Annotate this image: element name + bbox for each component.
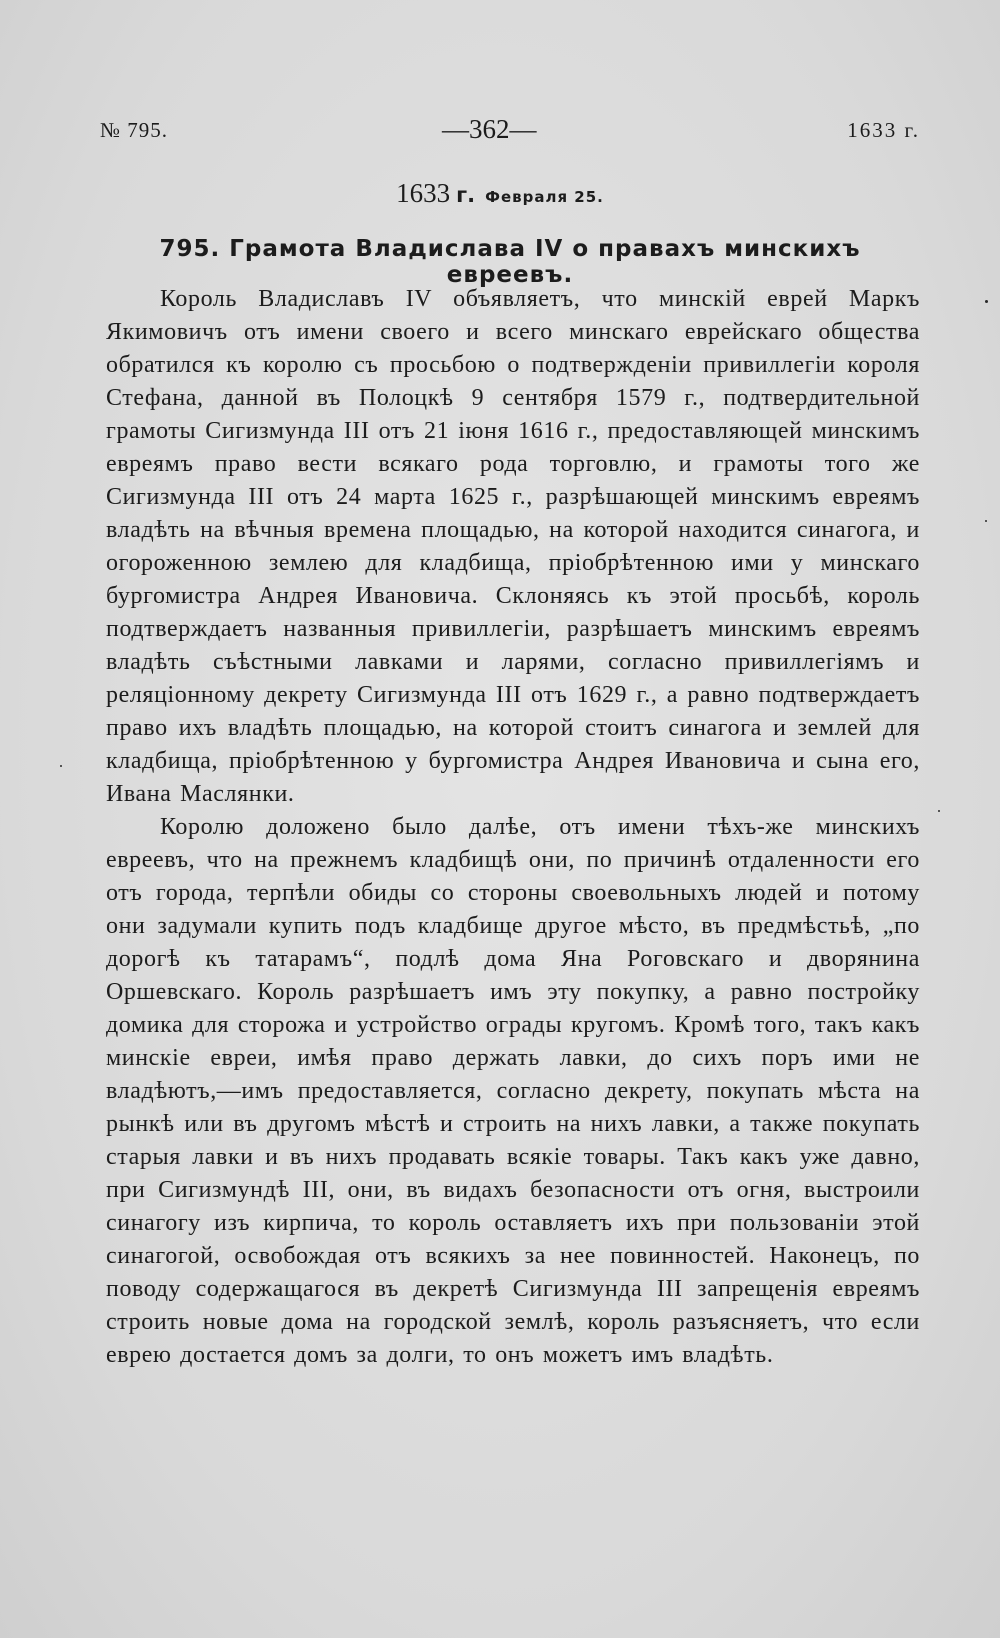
paragraph-1: Король Владиславъ IV объявляетъ, что минскій еврей Маркъ Якимовичъ отъ имени своего и всего минскаго еврейскаго общества обратился къ королю съ просьбою о подтвержденіи привиллегіи короля Стефана, данной въ Полоцкѣ 9 сентября 1579 г., подтвердительной грамоты Сигизмунда III отъ 21 іюня 1616 г., предоставляющей минскимъ евреямъ право вести всякаго рода торговлю, и грамоты того же Сигизмунда III отъ 24 марта 1625 г., разрѣшающей минскимъ евреямъ владѣть на вѣчныя времена площадью, на которой находится синагога, и огороженною землею для кладбища, пріобрѣтенною ими у минскаго бургомистра Андрея Ивановича. Склоняясь къ этой просьбѣ, король подтверждаетъ названныя привиллегіи, разрѣшаетъ минскимъ евреямъ владѣть съѣстными лавками и ларями, согласно привиллегіямъ и реляціонному декрету Сигизмунда III отъ 1629 г., а равно подтверждаетъ право ихъ владѣть площадью, на которой стоитъ синагога и землей для кладбища, пріобрѣтенною у бургомистра Андрея Ивановича и сына его, Ивана Маслянки. xyxy=(106,286,920,807)
paragraph-2: Королю доложено было далѣе, отъ имени тѣхъ-же минскихъ евреевъ, что на прежнемъ кладбищѣ они, по причинѣ отдаленности его отъ города, терпѣли обиды со стороны своевольныхъ людей и потому они задумали купить подъ кладбище другое мѣсто, въ предмѣстьѣ, „по дорогѣ къ татарамъ“, подлѣ дома Яна Роговскаго и дворянина Оршевскаго. Король разрѣшаетъ имъ эту покупку, а равно постройку домика для сторожа и устройство ограды кругомъ. Кромѣ того, такъ какъ минскіе евреи, имѣя право держать лавки, до сихъ поръ ими не владѣютъ,—имъ предоставляется, согласно декрету, покупать мѣста на рынкѣ или въ другомъ мѣстѣ и строить на нихъ лавки, а также покупать старыя лавки и въ нихъ продавать всякіе товары. Такъ какъ уже давно, при Сигизмундѣ III, они, въ видахъ безопасности отъ огня, выстроили синагогу изъ кирпича, то король оставляетъ ихъ при пользованіи этой синагогой, освобождая отъ всякихъ за нее повинностей. Наконецъ, по поводу содержащагося въ декретѣ Сигизмунда III запрещенія евреямъ строить новые дома на городской землѣ, король разъясняетъ, что если еврею достается домъ за долги, то онъ можетъ имъ владѣть. xyxy=(106,814,920,1368)
paper-speck xyxy=(985,300,988,303)
date-day: Февраля 25. xyxy=(485,188,604,206)
date-year: 1633 xyxy=(396,178,451,208)
page-number: —362— xyxy=(442,114,537,144)
running-head xyxy=(100,114,920,148)
document-number: № 795. xyxy=(100,118,169,142)
date-year-suffix: г. xyxy=(456,183,476,207)
body-text xyxy=(106,283,920,1372)
running-year: 1633 г. xyxy=(847,118,920,142)
date-line xyxy=(0,178,1000,209)
paper-speck xyxy=(985,520,987,522)
paper-speck xyxy=(60,765,62,767)
document-title: 795. Грамота Владислава IV о правахъ минскихъ евреевъ. xyxy=(159,236,861,288)
paper-speck xyxy=(938,810,940,812)
